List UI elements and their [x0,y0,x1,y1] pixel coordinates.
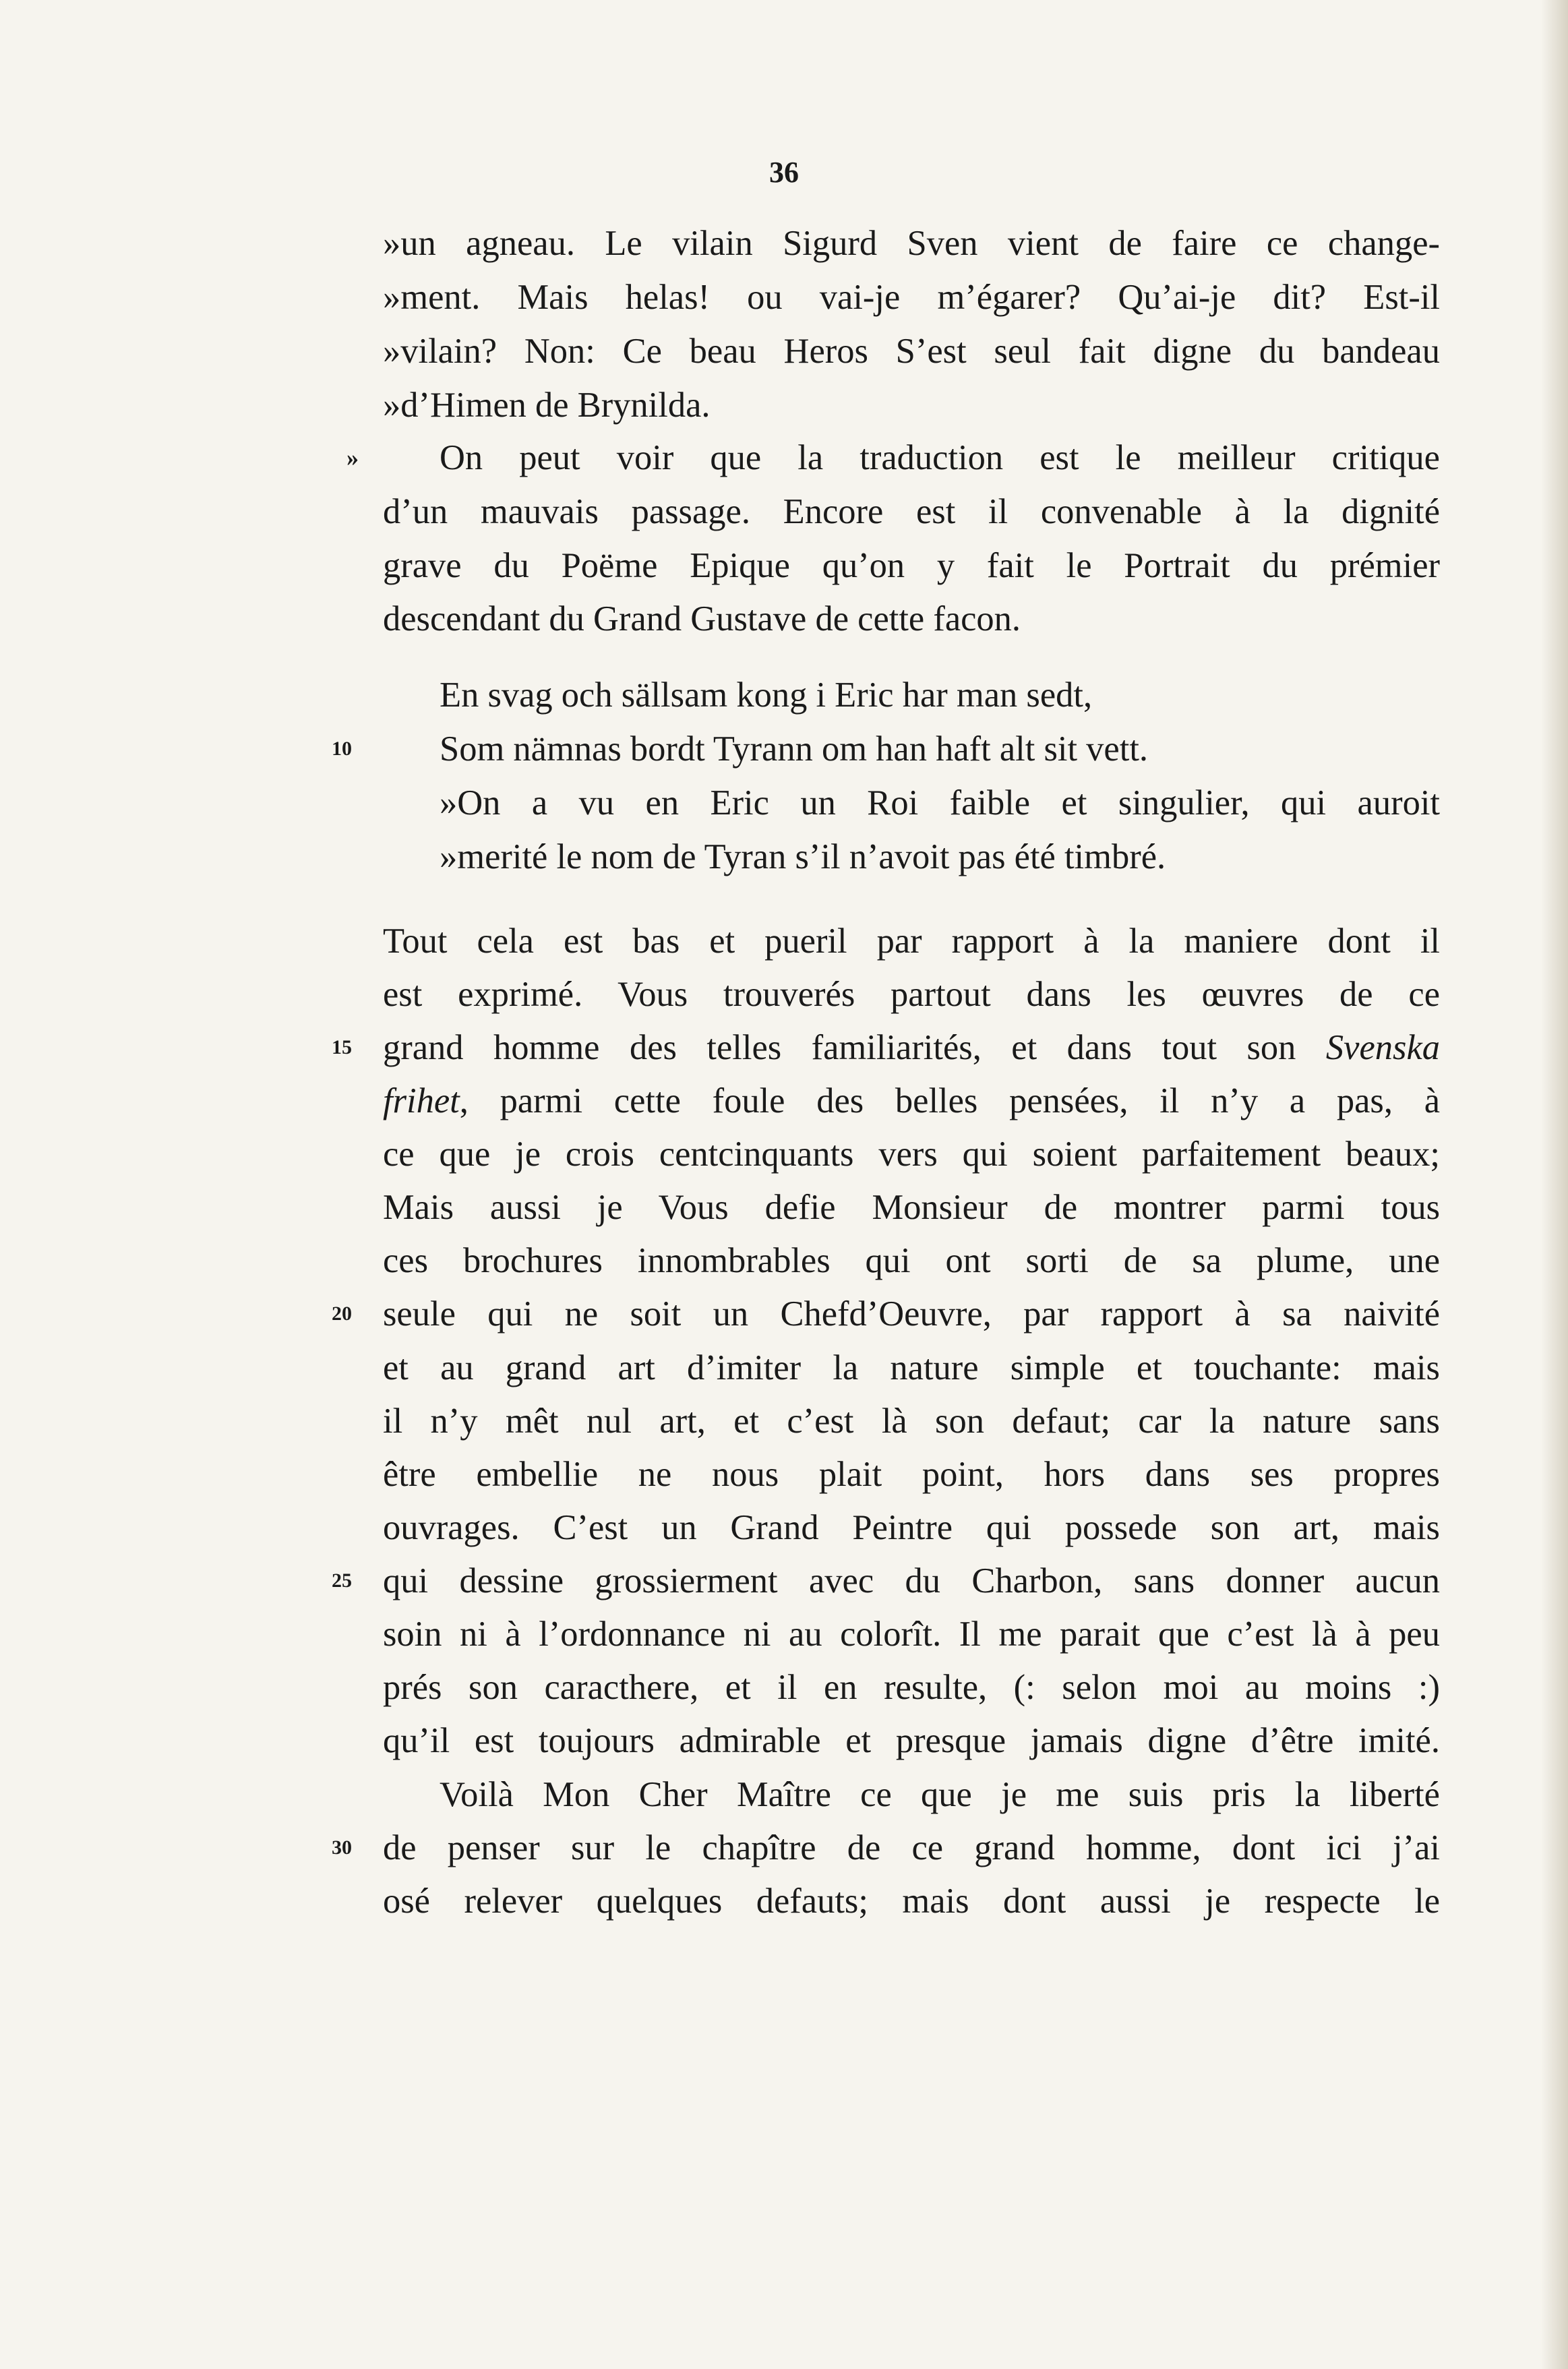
translation-line: »On a vu en Eric un Roi faible et singulier, qui auroit [440,783,1440,822]
text-line: ouvrages. C’est un Grand Peintre qui possede son art, mais [383,1508,1440,1547]
text-line: »vilain? Non: Ce beau Heros S’est seul fait digne du bandeau [383,332,1440,371]
text-line: grand homme des telles familiarités, et dans tout son Svenska [383,1028,1440,1067]
italic-title: frihet [383,1081,460,1120]
text-line: »un agneau. Le vilain Sigurd Sven vient de faire ce change- [383,224,1440,263]
text-line: ce que je crois centcinquants vers qui soient parfaitement beaux; [383,1135,1440,1174]
page-edge-shadow [1541,0,1568,2369]
text-line: il n’y mêt nul art, et c’est là son defaut; car la nature sans [383,1402,1440,1441]
text-line: descendant du Grand Gustave de cette facon. [383,599,1021,638]
text-line: prés son caracthere, et il en resulte, (: selon moi au moins :) [383,1668,1440,1707]
text-line: Tout cela est bas et pueril par rapport à la maniere dont il [383,922,1440,961]
text-line: »d’Himen de Brynilda. [383,386,711,425]
verse-line: Som nämnas bordt Tyrann om han haft alt sit vett. [440,729,1149,769]
verse-line: En svag och sällsam kong i Eric har man sedt, [440,676,1093,715]
italic-title: Svenska [1325,1028,1440,1067]
text-line: est exprimé. Vous trouverés partout dans les œuvres de ce [383,975,1440,1014]
text-line: Voilà Mon Cher Maître ce que je me suis pris la liberté [440,1775,1440,1814]
line-number: 10 [332,738,352,760]
line-number: 30 [332,1836,352,1859]
text-line: qu’il est toujours admirable et presque jamais digne d’être imité. [383,1721,1440,1760]
text-line: Mais aussi je Vous defie Monsieur de montrer parmi tous [383,1188,1440,1227]
text-line: On peut voir que la traduction est le meilleur critique [440,438,1440,477]
page-number: 36 [769,156,799,189]
line-number: 25 [332,1569,352,1592]
text-line: »ment. Mais helas! ou vai-je m’égarer? Qu’ai-je dit? Est-il [383,278,1440,317]
text-line: soin ni à l’ordonnance ni au colorît. Il me parait que c’est là à peu [383,1615,1440,1654]
text-line: être embellie ne nous plait point, hors dans ses propres [383,1455,1440,1494]
text-line: qui dessine grossierment avec du Charbon, sans donner aucun [383,1561,1440,1600]
text-line: d’un mauvais passage. Encore est il convenable à la dignité [383,492,1440,531]
text-line: ces brochures innombrables qui ont sorti de sa plume, une [383,1241,1440,1280]
text-line: grave du Poëme Epique qu’on y fait le Portrait du prémier [383,546,1440,585]
translation-line: »merité le nom de Tyran s’il n’avoit pas été timbré. [440,837,1166,876]
text-line: frihet, parmi cette foule des belles pensées, il n’y a pas, à [383,1081,1440,1120]
text-line: seule qui ne soit un Chefd’Oeuvre, par rapport à sa naivité [383,1294,1440,1333]
margin-mark: » [346,444,359,471]
line-number: 15 [332,1036,352,1058]
text-line: osé relever quelques defauts; mais dont aussi je respecte le [383,1882,1440,1921]
line-number: 20 [332,1302,352,1325]
text-line: de penser sur le chapître de ce grand homme, dont ici j’ai [383,1828,1440,1867]
text-line: et au grand art d’imiter la nature simple et touchante: mais [383,1348,1440,1387]
